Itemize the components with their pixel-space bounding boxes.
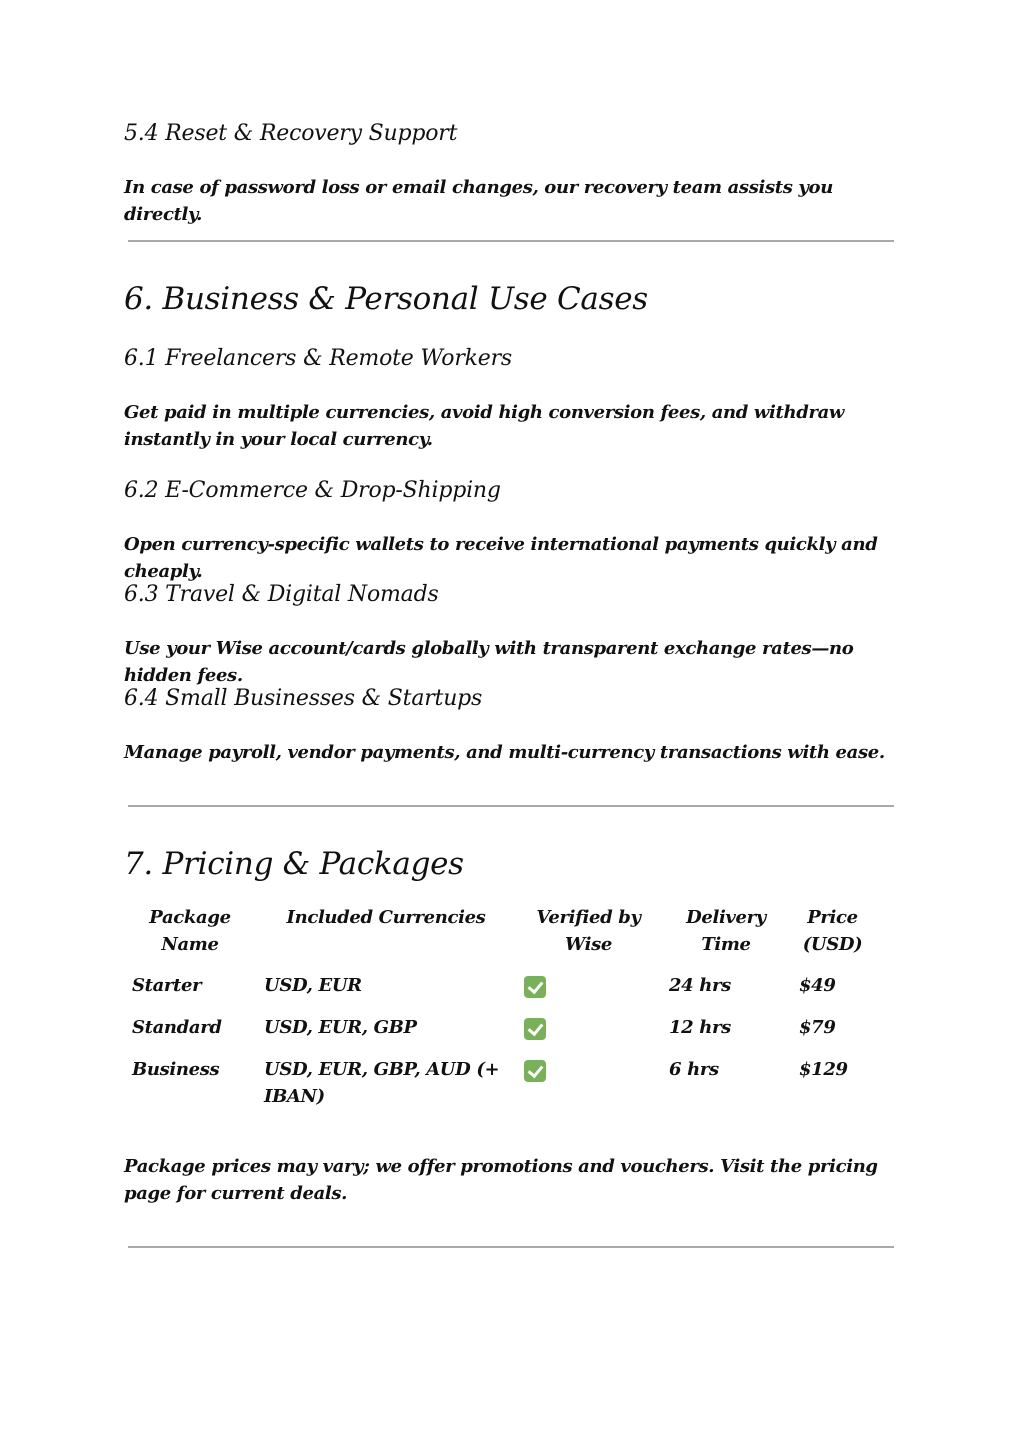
pricing-note: Package prices may vary; we offer promotions and vouchers. Visit the pricing page for current deals. — [124, 1156, 878, 1204]
currencies-cell: USD, EUR — [264, 975, 362, 996]
table-row — [124, 966, 874, 1008]
subsection-text-6-4: Manage payroll, vendor payments, and multi-currency transactions with ease. — [124, 742, 885, 763]
section-heading-7: 7. Pricing & Packages — [124, 846, 464, 882]
section-heading-6: 6. Business & Personal Use Cases — [124, 281, 648, 317]
column-header-included-currencies: Included Currencies — [286, 907, 486, 928]
subsection-text-6-3: Use your Wise account/cards globally with transparent exchange rates—no hidden fees. — [124, 638, 854, 686]
pricing-table — [124, 902, 874, 1116]
check-mark-button-icon — [524, 1018, 546, 1040]
section-divider — [128, 1246, 894, 1248]
table-header-row — [124, 902, 874, 966]
price-cell: $79 — [799, 1017, 836, 1038]
column-header-verified-by-wise: Verified by Wise — [536, 907, 641, 955]
subsection-heading-6-3: 6.3 Travel & Digital Nomads — [124, 582, 439, 607]
currencies-cell: USD, EUR, GBP, AUD (+ IBAN) — [264, 1059, 500, 1107]
package-name-cell: Starter — [132, 975, 202, 996]
section-divider — [128, 805, 894, 807]
price-cell: $49 — [799, 975, 836, 996]
subsection-text-6-2: Open currency-specific wallets to receive international payments quickly and cheaply. — [124, 534, 878, 582]
column-header-delivery-time: Delivery Time — [686, 907, 766, 955]
verified-cell — [516, 966, 661, 1008]
table-row — [124, 1008, 874, 1050]
section-divider — [128, 240, 894, 242]
delivery-cell: 12 hrs — [669, 1017, 731, 1038]
subsection-text-5-4: In case of password loss or email changes, our recovery team assists you directly. — [124, 177, 833, 225]
price-cell: $129 — [799, 1059, 848, 1080]
package-name-cell: Business — [132, 1059, 220, 1080]
currencies-cell: USD, EUR, GBP — [264, 1017, 417, 1038]
subsection-heading-6-4: 6.4 Small Businesses & Startups — [124, 686, 483, 711]
check-mark-button-icon — [524, 976, 546, 998]
check-mark-button-icon — [524, 1060, 546, 1082]
column-header-package-name: Package Name — [149, 907, 231, 955]
delivery-cell: 6 hrs — [669, 1059, 719, 1080]
table-row — [124, 1050, 874, 1116]
package-name-cell: Standard — [132, 1017, 222, 1038]
column-header-price: Price (USD) — [802, 907, 863, 955]
subsection-text-6-1: Get paid in multiple currencies, avoid high conversion fees, and withdraw instantly in your local currency. — [124, 402, 845, 450]
subsection-heading-5-4: 5.4 Reset & Recovery Support — [124, 121, 458, 146]
delivery-cell: 24 hrs — [669, 975, 731, 996]
verified-cell — [516, 1050, 661, 1116]
subsection-heading-6-1: 6.1 Freelancers & Remote Workers — [124, 346, 513, 371]
verified-cell — [516, 1008, 661, 1050]
subsection-heading-6-2: 6.2 E-Commerce & Drop-Shipping — [124, 478, 501, 503]
